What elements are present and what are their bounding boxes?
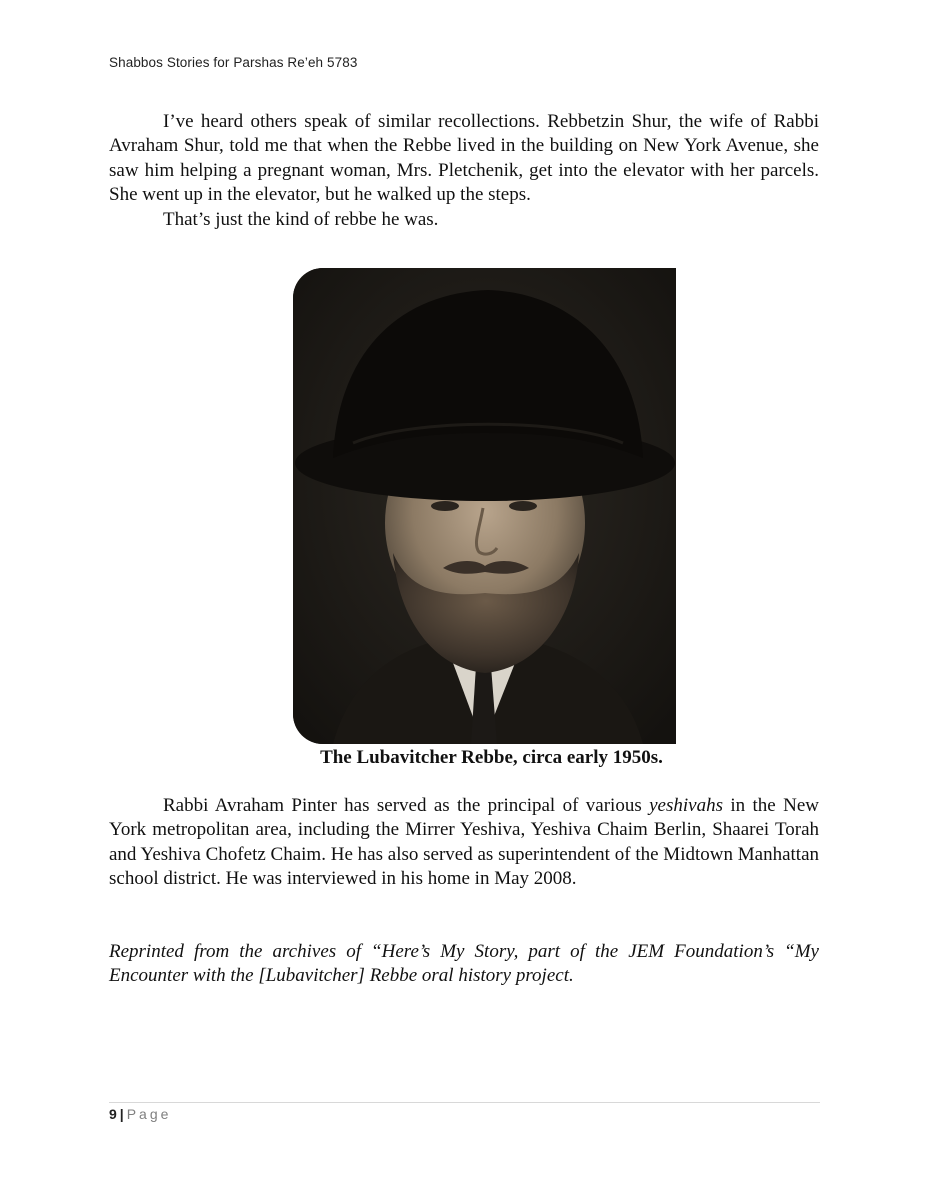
page-label: Page [126, 1106, 172, 1122]
paragraph-text: I’ve heard others speak of similar recollections. Rebbetzin Shur, the wife of Rabbi Avraham Shur, told me that when the Rebbe lived in the building on New York Avenue, she saw him helping a pregnant woman, Mrs. Pletchenik, get into the elevator with her parcels. She went up in the elevator, but he walked up the steps. [109, 111, 819, 206]
paragraph-text-end: in the New York metropolitan area, including the Mirrer Yeshiva, Yeshiva Chaim Berlin, Shaarei Torah and Yeshiva Chofetz Chaim. He has also served as superintendent of the Midtown Manhattan school district. He was interviewed in his home in May 2008. [109, 795, 820, 890]
italic-term: yeshivahs [649, 795, 723, 816]
paragraph-biography [109, 794, 819, 892]
footer-separator: | [119, 1106, 124, 1122]
running-header: Shabbos Stories for Parshas Re’eh 5783 [109, 55, 358, 70]
footer-divider [109, 1102, 820, 1103]
paragraph-text [109, 794, 819, 892]
page-number: 9 [109, 1106, 117, 1122]
paragraph-recollections [109, 110, 819, 232]
paragraph-text: That’s just the kind of rebbe he was. [163, 208, 439, 230]
portrait-illustration [293, 268, 676, 744]
figure-caption: The Lubavitcher Rebbe, circa early 1950s. [320, 747, 663, 768]
paragraph-text-start: Rabbi Avraham Pinter has served as the principal of various [163, 795, 650, 816]
paragraph-reprint-note [109, 940, 819, 989]
reprint-note-text: Reprinted from the archives of “Here’s My Story, part of the JEM Foundation’s “My Encounter with the [Lubavitcher] Rebbe oral history project. [109, 941, 819, 987]
page-footer [109, 1106, 171, 1122]
portrait-photo [293, 268, 676, 744]
